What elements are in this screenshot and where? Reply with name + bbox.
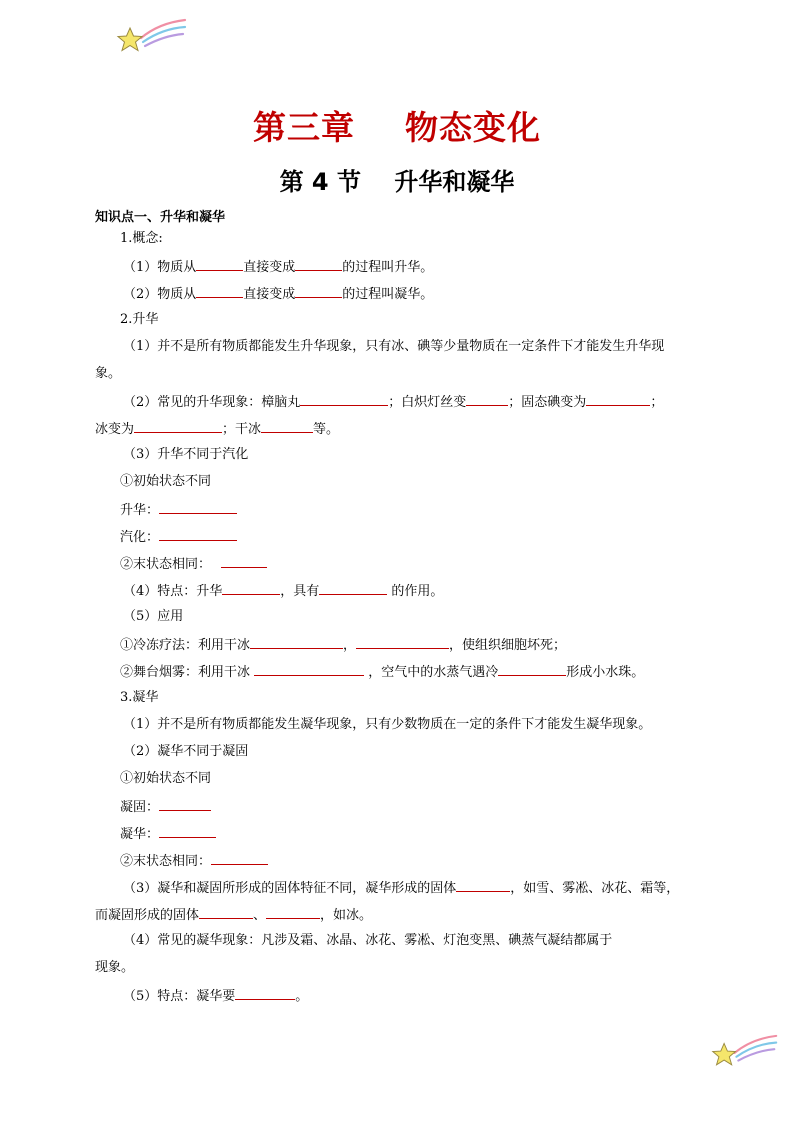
deposition-p2: （2）凝华不同于凝固 xyxy=(123,744,249,759)
fill-blank[interactable] xyxy=(266,906,320,919)
text: 的过程叫凝华。 xyxy=(342,287,434,302)
fill-blank[interactable] xyxy=(196,285,243,298)
section-title: 第 4 节 升华和凝华 xyxy=(279,168,515,196)
text: （3）凝华和凝固所形成的固体特征不同，凝华形成的固体 xyxy=(123,881,457,896)
fill-blank[interactable] xyxy=(222,582,280,595)
text: （2）物质从 xyxy=(123,287,197,302)
text: 的过程叫升华。 xyxy=(342,260,434,275)
fill-blank[interactable] xyxy=(254,663,364,676)
text: ；固态碘变为 xyxy=(508,395,587,410)
text: ；干冰 xyxy=(222,422,262,437)
sublimation-p3-vap xyxy=(120,528,237,546)
sublimation-label: 2.升华 xyxy=(120,312,159,327)
text: （1）物质从 xyxy=(123,260,197,275)
deposition-p1: （1）并不是所有物质都能发生凝华现象，只有少数物质在一定的条件下才能发生凝华现象。 xyxy=(123,717,652,732)
sublimation-p3-initial: ①初始状态不同 xyxy=(120,474,212,489)
knowledge-heading: 知识点一、升华和凝华 xyxy=(95,210,226,225)
sublimation-p5-cold xyxy=(120,636,566,654)
text: ，空气中的水蒸气遇冷 xyxy=(364,665,499,680)
fill-blank[interactable] xyxy=(159,798,211,811)
fill-blank[interactable] xyxy=(456,879,510,892)
sublimation-p1-line1: （1）并不是所有物质都能发生升华现象，只有冰、碘等少量物质在一定条件下才能发生升华现 xyxy=(123,339,665,354)
fill-blank[interactable] xyxy=(250,636,343,649)
fill-blank[interactable] xyxy=(319,582,387,595)
fill-blank[interactable] xyxy=(196,258,243,271)
text: （4）特点：升华 xyxy=(123,584,223,599)
text: （2）常见的升华现象：樟脑丸 xyxy=(123,395,301,410)
deposition-p2-final xyxy=(120,852,268,870)
text: 。 xyxy=(295,989,309,1004)
text: 、 xyxy=(253,908,267,923)
text: 凝华： xyxy=(120,827,160,842)
fill-blank[interactable] xyxy=(199,906,253,919)
fill-blank[interactable] xyxy=(159,528,237,541)
text: 凝固： xyxy=(120,800,160,815)
text: 汽化： xyxy=(120,530,160,545)
fill-blank[interactable] xyxy=(159,825,216,838)
text: 而凝固形成的固体 xyxy=(95,908,200,923)
fill-blank[interactable] xyxy=(159,501,237,514)
text: ②舞台烟雾：利用干冰 xyxy=(120,665,255,680)
text: ，使组织细胞坏死； xyxy=(449,638,567,653)
fill-blank[interactable] xyxy=(134,420,222,433)
text: 升华： xyxy=(120,503,160,518)
concept-label: 1.概念: xyxy=(120,231,163,246)
fill-blank[interactable] xyxy=(466,393,508,406)
text: 直接变成 xyxy=(243,287,296,302)
deposition-p4-line1: （4）常见的凝华现象：凡涉及霜、冰晶、冰花、雾凇、灯泡变黑、碘蒸气凝结都属于 xyxy=(123,933,613,948)
sublimation-p3: （3）升华不同于汽化 xyxy=(123,447,249,462)
deposition-p2-initial: ①初始状态不同 xyxy=(120,771,212,786)
text: 形成小水珠。 xyxy=(566,665,645,680)
text: ， xyxy=(343,638,357,653)
sublimation-p4 xyxy=(123,582,443,600)
chapter-title: 第三章 物态变化 xyxy=(253,108,541,147)
text: ②末状态相同： xyxy=(120,557,212,572)
concept-line-2 xyxy=(123,285,433,303)
deposition-p3-line2 xyxy=(95,906,372,924)
sublimation-p5: （5）应用 xyxy=(123,609,184,624)
text: ；白炽灯丝变 xyxy=(388,395,467,410)
text: ①冷冻疗法：利用干冰 xyxy=(120,638,251,653)
deposition-p2-solid xyxy=(120,798,211,816)
deposition-p2-dep xyxy=(120,825,216,843)
text: ，如雪、雾凇、冰花、霜等， xyxy=(510,881,680,896)
text: 等。 xyxy=(313,422,340,437)
fill-blank[interactable] xyxy=(586,393,650,406)
fill-blank[interactable] xyxy=(235,987,295,1000)
deposition-label: 3.凝华 xyxy=(120,690,159,705)
sublimation-p2-line2 xyxy=(95,420,339,438)
sublimation-p2-line1 xyxy=(123,393,663,411)
fill-blank[interactable] xyxy=(295,258,342,271)
deposition-p4-line2: 现象。 xyxy=(95,960,135,975)
fill-blank[interactable] xyxy=(295,285,342,298)
fill-blank[interactable] xyxy=(261,420,313,433)
fill-blank[interactable] xyxy=(300,393,388,406)
text: ②末状态相同： xyxy=(120,854,212,869)
shooting-star-icon xyxy=(113,14,189,60)
shooting-star-icon xyxy=(708,1030,780,1074)
text: 的作用。 xyxy=(387,584,444,599)
sublimation-p3-final xyxy=(120,555,267,573)
fill-blank[interactable] xyxy=(211,852,268,865)
text: 冰变为 xyxy=(95,422,135,437)
text: ，如冰。 xyxy=(320,908,373,923)
concept-line-1 xyxy=(123,258,433,276)
fill-blank[interactable] xyxy=(356,636,449,649)
text: 直接变成 xyxy=(243,260,296,275)
sublimation-p1-line2: 象。 xyxy=(95,366,122,381)
fill-blank[interactable] xyxy=(221,555,267,568)
deposition-p3-line1 xyxy=(123,879,679,897)
text: ，具有 xyxy=(280,584,320,599)
fill-blank[interactable] xyxy=(498,663,566,676)
sublimation-p5-stage xyxy=(120,663,644,681)
text: （5）特点：凝华要 xyxy=(123,989,236,1004)
text: ； xyxy=(650,395,664,410)
sublimation-p3-sub xyxy=(120,501,237,519)
deposition-p5 xyxy=(123,987,308,1005)
